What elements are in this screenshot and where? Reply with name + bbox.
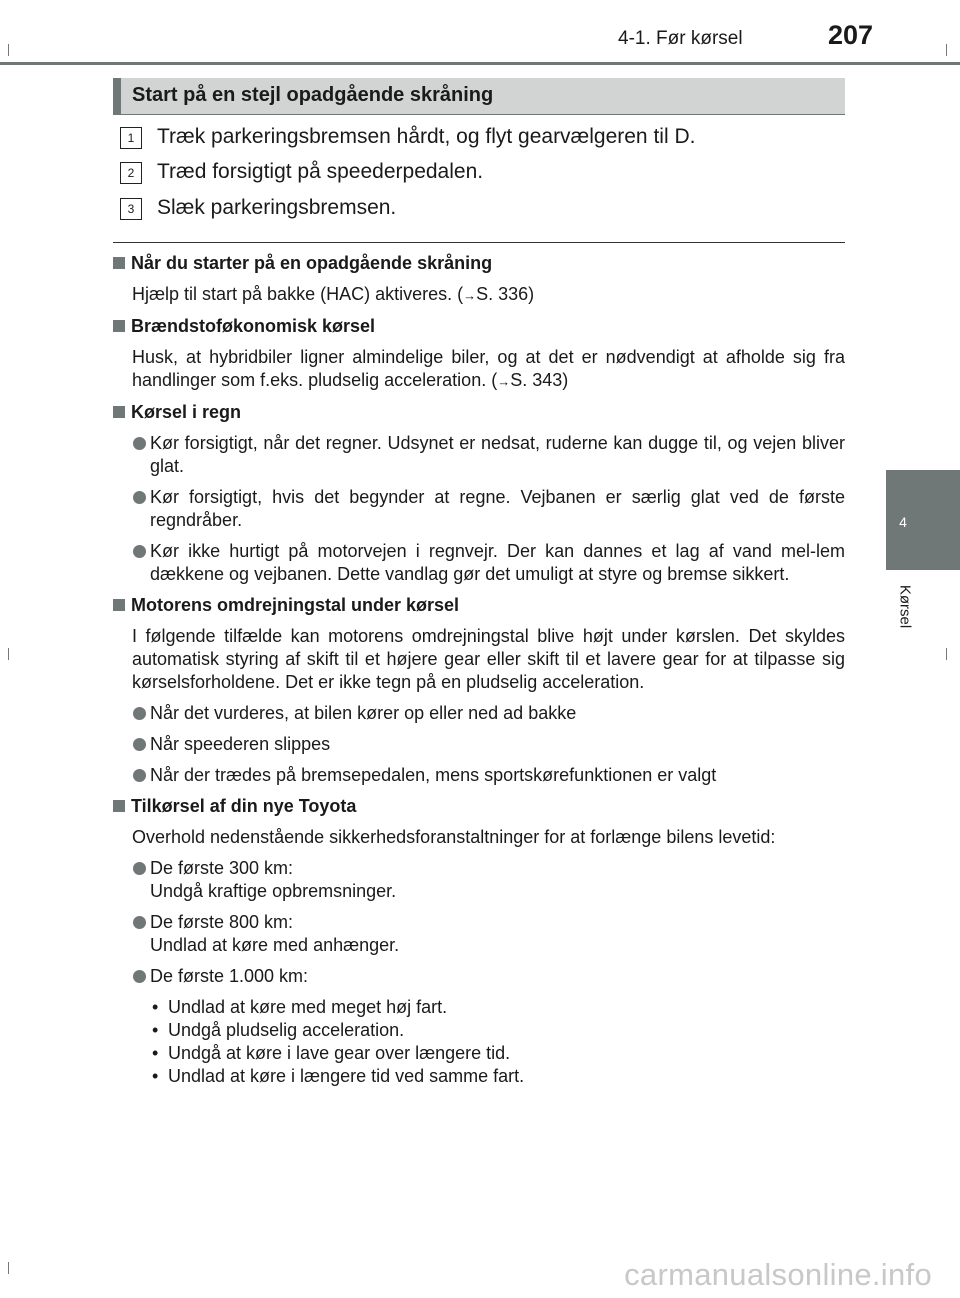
watermark: carmanualsonline.info — [624, 1257, 932, 1292]
round-bullet-icon — [133, 707, 146, 720]
square-bullet-icon — [113, 320, 125, 332]
bullet-text: Undlad at køre med anhænger. — [150, 935, 400, 955]
note-heading-text: Motorens omdrejningstal under kørsel — [131, 595, 460, 615]
note-heading-breakin — [113, 795, 845, 818]
step-number-box: 1 — [120, 127, 142, 149]
chapter-section-title: 4-1. Før kørsel — [618, 28, 743, 49]
bullet-item — [132, 911, 845, 957]
crop-mark — [946, 648, 947, 660]
square-bullet-icon — [113, 800, 125, 812]
bullet-item — [132, 857, 845, 903]
bullet-text: Når det vurderes, at bilen kører op eller ned ad bakke — [150, 703, 577, 723]
step-text: Slæk parkeringsbremsen. — [157, 196, 397, 219]
bullet-text: Når der trædes på bremsepedalen, mens sportskørefunktionen er valgt — [150, 765, 717, 785]
round-bullet-icon — [133, 738, 146, 751]
bullet-item — [132, 432, 845, 478]
heading-rule — [113, 114, 845, 115]
bullet-text: Kør forsigtigt, hvis det begynder at regne. Vejbanen er særlig glat ved de første regndråber. — [150, 487, 845, 530]
sub-bullet-text: Undlad at køre i længere tid ved samme fart. — [168, 1066, 525, 1086]
text-before: Husk, at hybridbiler ligner almindelige biler, og at det er nødvendigt at afholde sig fra handlinger som f.eks. pludselig acceleration. ( — [132, 347, 845, 390]
bullet-dot-icon: • — [152, 1066, 159, 1086]
bullet-item — [132, 702, 845, 725]
crop-mark — [8, 44, 9, 56]
text-before: Hjælp til start på bakke (HAC) aktiveres. ( — [132, 284, 464, 304]
crop-mark — [8, 648, 9, 660]
chapter-tab-number: 4 — [899, 514, 907, 530]
bullet-item — [132, 965, 845, 988]
round-bullet-icon — [133, 545, 146, 558]
arrow-icon: → — [497, 374, 511, 389]
chapter-tab-label: Kørsel — [896, 584, 914, 629]
heading-accent — [113, 78, 121, 114]
note-heading-economy — [113, 315, 845, 338]
bullet-item — [132, 764, 845, 787]
bullet-text: De første 300 km: — [150, 858, 294, 878]
bullet-dot-icon: • — [152, 997, 159, 1017]
bullet-text: Kør forsigtigt, når det regner. Udsynet er nedsat, ruderne kan dugge til, og vejen bliver glat. — [150, 433, 845, 476]
sub-bullet-text: Undgå pludselig acceleration. — [168, 1020, 405, 1040]
sub-bullet-item — [150, 1042, 845, 1065]
sub-bullet-item — [150, 1019, 845, 1042]
sub-bullet-text: Undgå at køre i lave gear over længere tid. — [168, 1043, 511, 1063]
arrow-icon: → — [463, 288, 477, 303]
step-text: Træk parkeringsbremsen hårdt, og flyt gearvælgeren til D. — [157, 125, 696, 148]
round-bullet-icon — [133, 491, 146, 504]
section-heading-bar — [113, 78, 845, 114]
note-heading-hill — [113, 252, 845, 275]
round-bullet-icon — [133, 970, 146, 983]
bullet-text: De første 800 km: — [150, 912, 294, 932]
bullet-text: De første 1.000 km: — [150, 966, 309, 986]
sub-bullet-list — [113, 996, 845, 1088]
note-heading-rain — [113, 401, 845, 424]
chapter-tab-label-wrap — [896, 576, 914, 636]
note-heading-text: Brændstoføkonomisk kørsel — [131, 316, 376, 336]
page-number: 207 — [828, 20, 874, 50]
bullet-text: Kør ikke hurtigt på motorvejen i regnvejr. Der kan dannes et lag af vand mel-lem dækkene og vejbanen. Dette vandlag gør det umuligt at styre og bremse sikkert. — [150, 541, 845, 584]
bullet-item — [132, 733, 845, 756]
notes-divider — [113, 242, 845, 243]
round-bullet-icon — [133, 769, 146, 782]
step-number-box: 2 — [120, 162, 142, 184]
sub-bullet-text: Undlad at køre med meget høj fart. — [168, 997, 448, 1017]
round-bullet-icon — [133, 862, 146, 875]
note-paragraph — [132, 346, 845, 393]
bullet-item — [132, 540, 845, 586]
page-reference: S. 336) — [476, 284, 535, 304]
note-heading-rpm — [113, 594, 845, 617]
note-paragraph: Overhold nedenstående sikkerhedsforanstaltninger for at forlænge bilens levetid: — [132, 827, 776, 847]
note-heading-text: Tilkørsel af din nye Toyota — [131, 796, 357, 816]
crop-mark — [8, 1262, 9, 1274]
notes-content — [113, 252, 845, 1088]
header-rule — [0, 62, 960, 65]
note-paragraph — [132, 283, 845, 307]
round-bullet-icon — [133, 916, 146, 929]
sub-bullet-item — [150, 996, 845, 1019]
step-number-box: 3 — [120, 198, 142, 220]
chapter-tab — [886, 470, 960, 570]
section-heading: Start på en stejl opadgående skråning — [132, 84, 494, 106]
note-heading-text: Når du starter på en opadgående skråning — [131, 253, 493, 273]
step-text: Træd forsigtigt på speederpedalen. — [157, 160, 484, 183]
crop-mark — [946, 44, 947, 56]
bullet-text: Undgå kraftige opbremsninger. — [150, 881, 397, 901]
note-paragraph: I følgende tilfælde kan motorens omdrejningstal blive højt under kørslen. Det skyldes automatisk styring af skift til et højere gear eller skift til et lavere gear for at tilpasse sig kørselsforholdene. Det er ikke tegn på en pludselig acceleration. — [132, 626, 845, 692]
bullet-dot-icon: • — [152, 1020, 159, 1040]
bullet-dot-icon: • — [152, 1043, 159, 1063]
bullet-text: Når speederen slippes — [150, 734, 331, 754]
square-bullet-icon — [113, 257, 125, 269]
bullet-item — [132, 486, 845, 532]
page-reference: S. 343) — [510, 370, 569, 390]
round-bullet-icon — [133, 437, 146, 450]
note-heading-text: Kørsel i regn — [131, 402, 242, 422]
square-bullet-icon — [113, 406, 125, 418]
square-bullet-icon — [113, 599, 125, 611]
sub-bullet-item — [150, 1065, 845, 1088]
